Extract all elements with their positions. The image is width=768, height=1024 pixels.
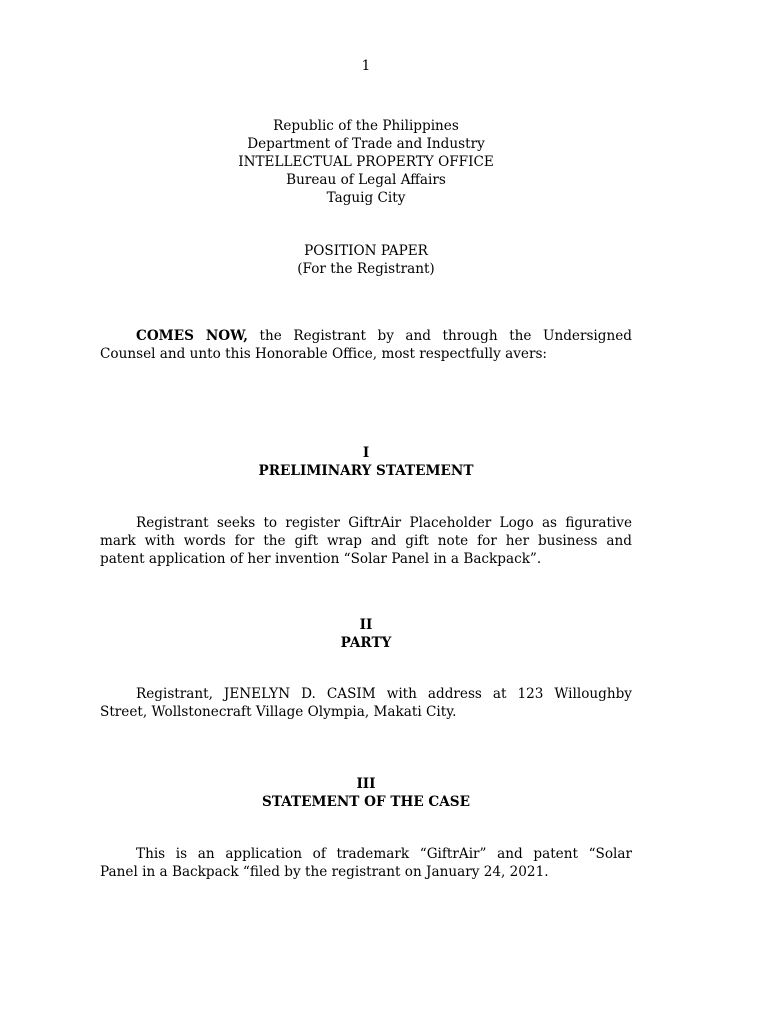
header-line: INTELLECTUAL PROPERTY OFFICE	[238, 154, 494, 170]
intro-lead: COMES NOW,	[136, 328, 248, 344]
section-heading	[100, 444, 632, 480]
paragraph-line: Panel in a Backpack “filed by the registrant on January 24, 2021.	[100, 864, 549, 880]
section-paragraph	[100, 845, 632, 881]
intro-line: Counsel and unto this Honorable Office, most respectfully avers:	[100, 346, 547, 362]
header-line: Bureau of Legal Affairs	[286, 172, 446, 188]
header-line: Department of Trade and Industry	[247, 136, 485, 152]
section-numeral: II	[359, 617, 373, 633]
section-heading	[100, 616, 632, 652]
section-paragraph	[100, 685, 632, 721]
section-title: PARTY	[340, 635, 392, 651]
intro-line-rest: the Registrant by and through the Undersigned	[248, 328, 632, 344]
section-paragraph	[100, 514, 632, 568]
page-number: 1	[361, 58, 371, 74]
header-line: Taguig City	[326, 190, 406, 206]
section-title: PRELIMINARY STATEMENT	[258, 463, 474, 479]
intro-paragraph	[100, 327, 632, 363]
header-line: Republic of the Philippines	[273, 118, 459, 134]
section-title: STATEMENT OF THE CASE	[262, 794, 470, 810]
paragraph-line: This is an application of trademark “GiftrAir” and patent “Solar	[136, 846, 632, 862]
document-title	[100, 242, 632, 278]
document-header	[100, 117, 632, 207]
intro-line	[100, 327, 632, 345]
paragraph-line: Registrant, JENELYN D. CASIM with address at 123 Willoughby	[136, 686, 632, 702]
paragraph-line: Street, Wollstonecraft Village Olympia, Makati City.	[100, 704, 457, 720]
title-text: POSITION PAPER	[304, 243, 428, 259]
section-numeral: III	[356, 776, 376, 792]
paragraph-line: mark with words for the gift wrap and gift note for her business and	[100, 533, 632, 549]
subtitle-text: (For the Registrant)	[297, 261, 435, 277]
section-heading	[100, 775, 632, 811]
paragraph-line: Registrant seeks to register GiftrAir Placeholder Logo as figurative	[136, 515, 632, 531]
paragraph-line: patent application of her invention “Solar Panel in a Backpack”.	[100, 551, 542, 567]
section-numeral: I	[362, 445, 370, 461]
